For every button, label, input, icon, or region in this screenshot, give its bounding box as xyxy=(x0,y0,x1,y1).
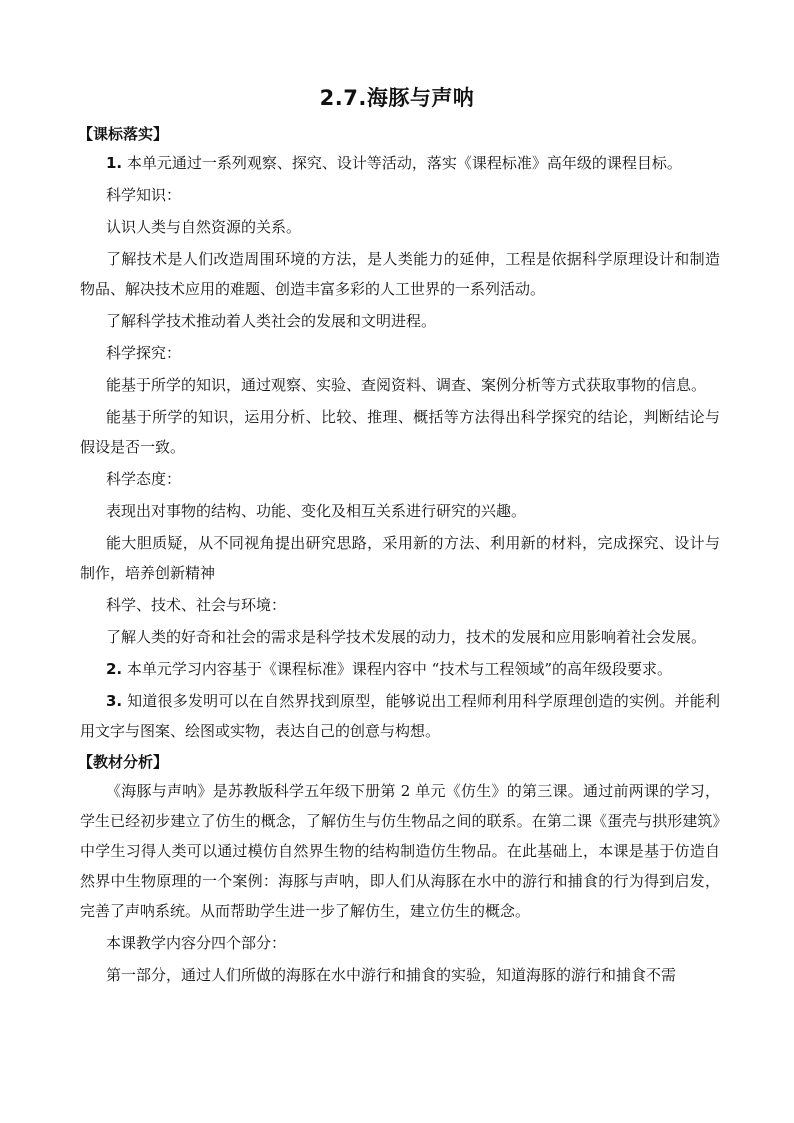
page-title: 2.7.海豚与声呐 xyxy=(319,86,475,110)
sts-label: 科学、技术、社会与环境： xyxy=(106,596,287,614)
item-2-text: 本单元学习内容基于《课程标准》课程内容中 “技术与工程领域”的高年级段要求。 xyxy=(122,660,673,678)
analysis-paragraph: 《海豚与声呐》是苏教版科学五年级下册第 2 单元《仿生》的第三课。通过前两课的学习，学生已经初步建立了仿生的概念，了解仿生与仿生物品之间的联系。在第二课《蛋壳与拱形建筑》中学生习得人类可以通过模仿自然界生物的结构制造仿生物品。在此基础上，本课是基于仿造自然界中生物原理的一个案例：海豚与声呐，即人们从海豚在水中的游行和捕食的行为得到启发，完善了声呐系统。从而帮助学生进一步了解仿生，建立仿生的概念。 xyxy=(80,782,720,920)
knowledge-paragraph: 了解科学技术推动着人类社会的发展和文明进程。 xyxy=(106,312,437,330)
analysis-paragraph: 第一部分，通过人们所做的海豚在水中游行和捕食的实验，知道海豚的游行和捕食不需 xyxy=(106,966,677,984)
inquiry-label: 科学探究： xyxy=(106,344,182,362)
section-heading-textbook-analysis: 【教材分析】 xyxy=(78,753,169,771)
inquiry-paragraph: 能基于所学的知识，运用分析、比较、推理、概括等方法得出科学探究的结论，判断结论与假设是否一致。 xyxy=(80,408,720,456)
sts-paragraph: 了解人类的好奇和社会的需求是科学技术发展的动力，技术的发展和应用影响着社会发展。 xyxy=(106,628,707,646)
attitude-label: 科学态度： xyxy=(106,470,182,488)
item-1-number: 1. xyxy=(106,154,123,172)
knowledge-paragraph: 了解技术是人们改造周围环境的方法，是人类能力的延伸，工程是依据科学原理设计和制造物品、解决技术应用的难题、创造丰富多彩的人工世界的一系列活动。 xyxy=(80,250,720,298)
item-3-number: 3. xyxy=(106,692,123,710)
knowledge-label: 科学知识： xyxy=(106,186,182,204)
document-body xyxy=(80,120,720,992)
item-3-text: 知道很多发明可以在自然界找到原型，能够说出工程师利用科学原理创造的实例。并能利用文字与图案、绘图或实物，表达自己的创意与构想。 xyxy=(80,692,720,740)
attitude-paragraph: 表现出对事物的结构、功能、变化及相互关系进行研究的兴趣。 xyxy=(106,502,527,520)
item-3 xyxy=(80,686,720,746)
item-1 xyxy=(80,148,720,178)
section-heading-curriculum: 【课标落实】 xyxy=(78,125,169,143)
knowledge-paragraph: 认识人类与自然资源的关系。 xyxy=(106,218,302,236)
item-2-number: 2. xyxy=(106,660,123,678)
inquiry-paragraph: 能基于所学的知识，通过观察、实验、查阅资料、调查、案例分析等方式获取事物的信息。 xyxy=(106,376,707,394)
item-1-text: 本单元通过一系列观察、探究、设计等活动，落实《课程标准》高年级的课程目标。 xyxy=(122,154,682,172)
attitude-paragraph: 能大胆质疑，从不同视角提出研究思路，采用新的方法、利用新的材料，完成探究、设计与制作，培养创新精神 xyxy=(80,534,720,582)
analysis-paragraph: 本课教学内容分四个部分： xyxy=(106,934,287,952)
item-2 xyxy=(80,654,720,684)
